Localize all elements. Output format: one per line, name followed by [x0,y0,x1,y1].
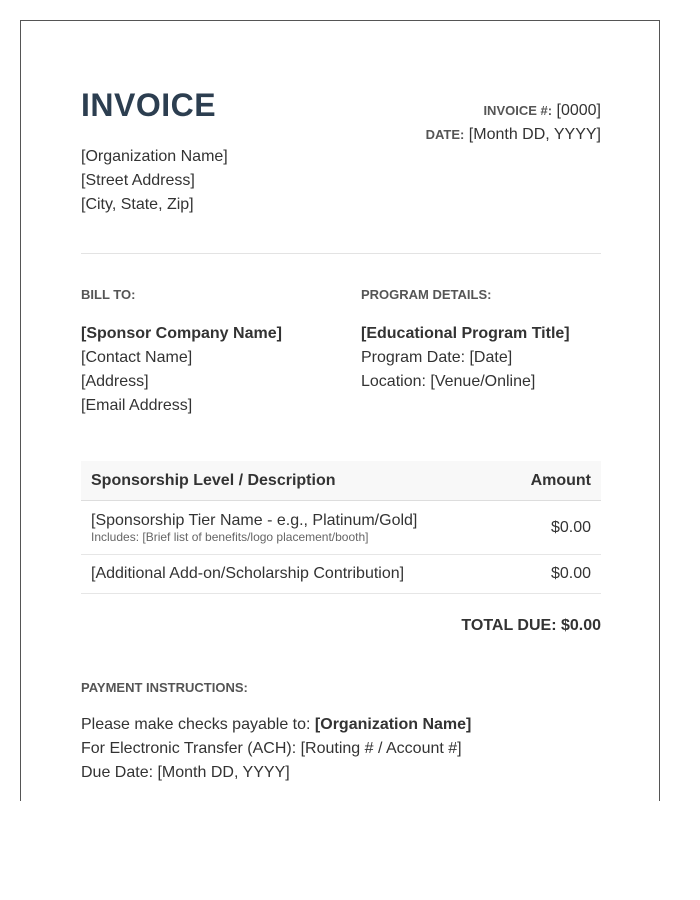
line-item-description-cell [81,501,503,555]
bill-to-heading: BILL TO: [81,287,136,302]
column-header-amount: Amount [503,461,601,501]
invoice-meta [426,99,601,147]
sponsor-email: [Email Address] [81,397,193,414]
invoice-date-value: [Month DD, YYYY] [468,126,601,143]
payment-instructions-heading: PAYMENT INSTRUCTIONS: [81,680,248,695]
program-details-heading: PROGRAM DETAILS: [361,287,492,302]
sponsor-address: [Address] [81,373,149,390]
program-location: Location: [Venue/Online] [361,373,536,390]
header-divider [81,253,601,254]
invoice-number-line [426,99,601,123]
line-item-description: [Additional Add-on/Scholarship Contribution] [81,555,503,594]
line-item-amount: $0.00 [503,555,601,594]
payment-checks-prefix: Please make checks payable to: [81,716,311,733]
payment-checks-payee: [Organization Name] [314,716,472,733]
bill-to-section [81,285,341,418]
column-header-description: Sponsorship Level / Description [81,461,503,501]
sponsor-company-name: [Sponsor Company Name] [81,325,282,342]
invoice-date-label: DATE: [425,127,465,142]
organization-address [81,145,228,217]
invoice-date-line [426,123,601,147]
program-title: [Educational Program Title] [361,325,570,342]
payment-instructions [81,713,471,785]
table-row [81,555,601,594]
line-item-description: [Sponsorship Tier Name - e.g., Platinum/Gold] [91,511,418,529]
table-header-row [81,461,601,501]
payment-ach-line: For Electronic Transfer (ACH): [Routing # / Account #] [81,740,462,757]
payment-checks-line [81,713,471,737]
total-due: TOTAL DUE: $0.00 [461,617,601,634]
organization-city: [City, State, Zip] [81,196,194,213]
organization-street: [Street Address] [81,172,195,189]
invoice-title: INVOICE [81,87,217,123]
program-details-section [361,285,621,394]
invoice-sheet [20,20,660,801]
sponsor-contact-name: [Contact Name] [81,349,193,366]
organization-name: [Organization Name] [81,148,228,165]
line-item-details: Includes: [Brief list of benefits/logo placement/booth] [91,529,369,544]
payment-due-date: Due Date: [Month DD, YYYY] [81,764,290,781]
line-item-amount: $0.00 [503,501,601,555]
invoice-number-label: INVOICE #: [483,103,553,118]
program-date: Program Date: [Date] [361,349,513,366]
invoice-number-value: [0000] [556,102,601,119]
line-items-table [81,461,601,594]
table-row [81,501,601,555]
